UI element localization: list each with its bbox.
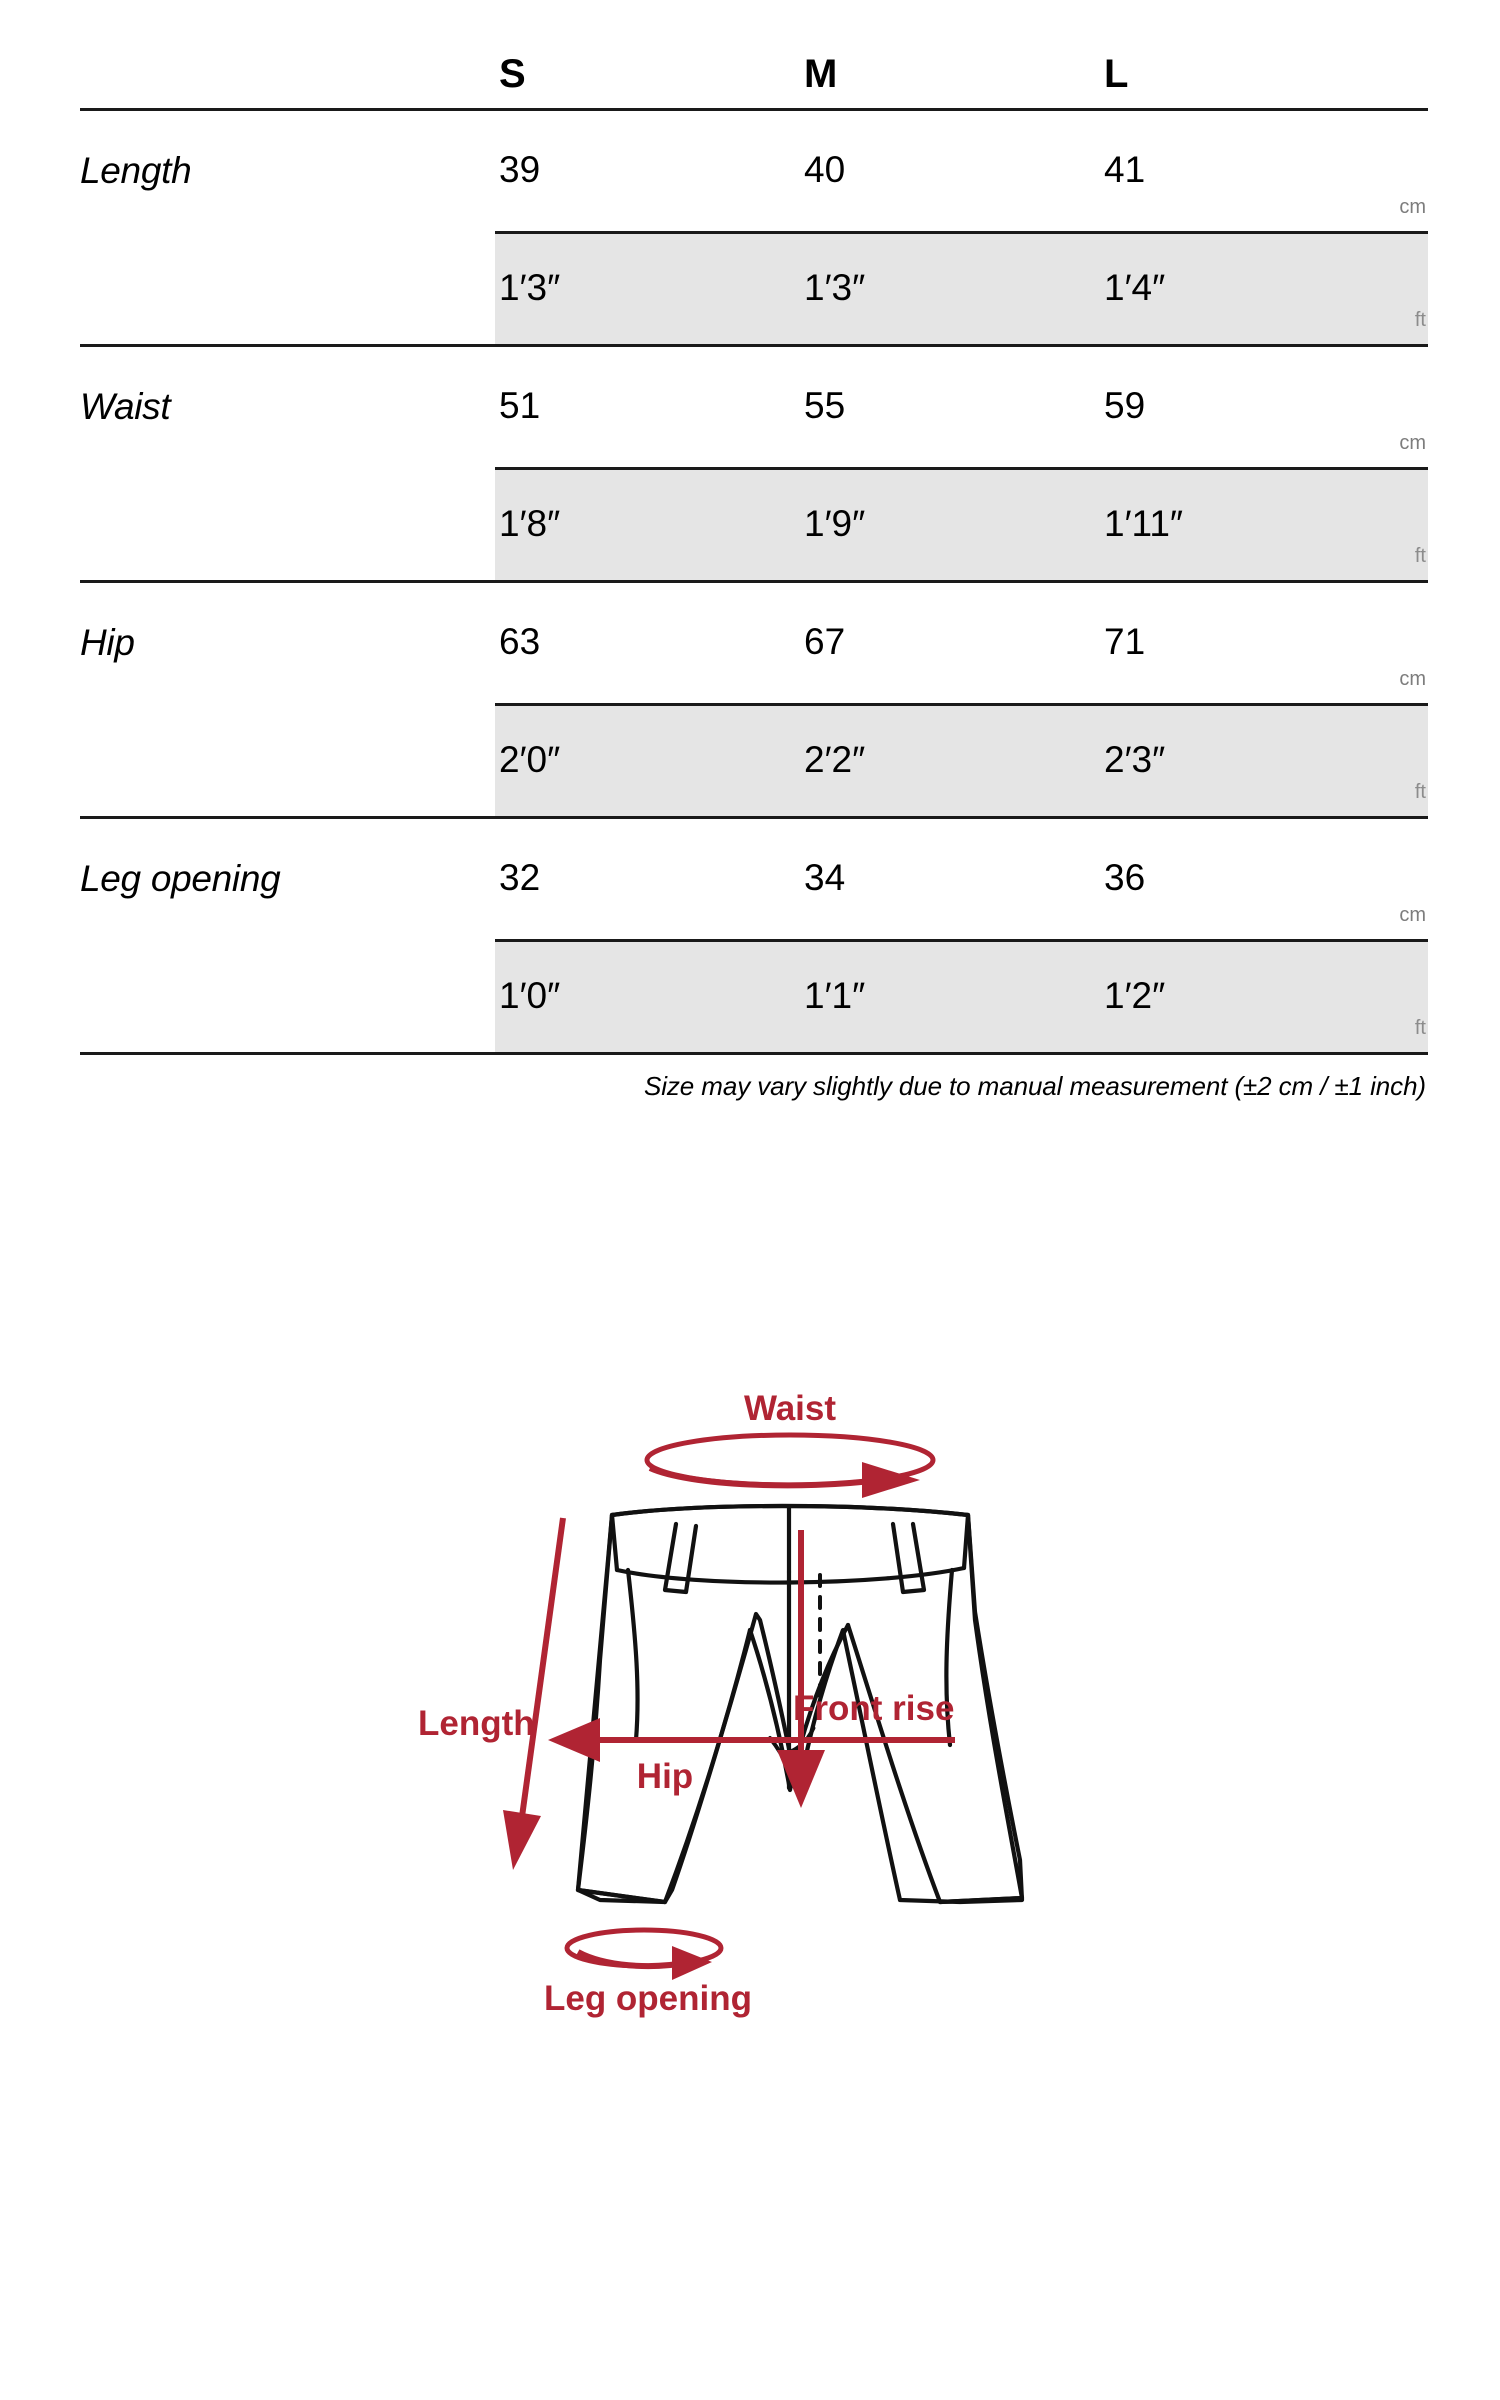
cell-hip-s-ft: 2′0″	[495, 705, 800, 818]
cell-hip-m-ft: 2′2″	[800, 705, 1100, 818]
unit-label-ft: ft	[1278, 705, 1428, 818]
length-arrow-icon	[503, 1518, 563, 1870]
row-label-spacer	[80, 941, 495, 1054]
cell-hip-l-cm: 71	[1100, 582, 1278, 705]
row-label-spacer	[80, 705, 495, 818]
row-label-leg-opening: Leg opening	[80, 818, 495, 941]
row-label-length: Length	[80, 110, 495, 233]
row-label-spacer	[80, 233, 495, 346]
shorts-measurement-diagram	[0, 1390, 1500, 2030]
row-label-spacer	[80, 469, 495, 582]
unit-label-cm: cm	[1278, 346, 1428, 469]
label-leg-opening: Leg opening	[543, 1979, 753, 2018]
cell-length-m-ft: 1′3″	[800, 233, 1100, 346]
leg-opening-arrow-icon	[567, 1930, 721, 1980]
unit-label-cm: cm	[1278, 110, 1428, 233]
cell-leg-opening-s-ft: 1′0″	[495, 941, 800, 1054]
cell-leg-opening-s-cm: 32	[495, 818, 800, 941]
unit-label-ft: ft	[1278, 233, 1428, 346]
unit-label-cm: cm	[1278, 818, 1428, 941]
cell-hip-m-cm: 67	[800, 582, 1100, 705]
cell-leg-opening-m-ft: 1′1″	[800, 941, 1100, 1054]
cell-hip-l-ft: 2′3″	[1100, 705, 1278, 818]
row-label-waist: Waist	[80, 346, 495, 469]
table-row	[80, 110, 1428, 233]
header-size-l: L	[1104, 51, 1129, 96]
table-row	[80, 818, 1428, 941]
cell-leg-opening-m-cm: 34	[800, 818, 1100, 941]
table-row	[80, 469, 1428, 582]
cell-waist-s-ft: 1′8″	[495, 469, 800, 582]
table-row	[80, 582, 1428, 705]
cell-waist-l-ft: 1′11″	[1100, 469, 1278, 582]
table-bottom-border	[80, 1054, 1428, 1056]
size-chart-table-container	[80, 40, 1428, 1102]
size-chart-table	[80, 40, 1428, 1055]
header-measurement-column	[80, 40, 495, 110]
table-row	[80, 705, 1428, 818]
cell-waist-m-cm: 55	[800, 346, 1100, 469]
cell-length-s-cm: 39	[495, 110, 800, 233]
waist-arrow-icon	[647, 1435, 933, 1498]
cell-waist-l-cm: 59	[1100, 346, 1278, 469]
label-hip: Hip	[636, 1757, 694, 1796]
label-waist: Waist	[743, 1390, 837, 1428]
cell-waist-m-ft: 1′9″	[800, 469, 1100, 582]
header-unit-column	[1278, 40, 1428, 110]
cell-length-m-cm: 40	[800, 110, 1100, 233]
cell-waist-s-cm: 51	[495, 346, 800, 469]
cell-leg-opening-l-cm: 36	[1100, 818, 1278, 941]
table-row	[80, 941, 1428, 1054]
cell-length-l-ft: 1′4″	[1100, 233, 1278, 346]
measurement-disclaimer: Size may vary slightly due to manual measurement (±2 cm / ±1 inch)	[643, 1071, 1426, 1101]
table-row	[80, 233, 1428, 346]
cell-length-l-cm: 41	[1100, 110, 1278, 233]
table-header-row	[80, 40, 1428, 110]
cell-length-s-ft: 1′3″	[495, 233, 800, 346]
front-rise-arrow-icon	[777, 1530, 825, 1808]
cell-leg-opening-l-ft: 1′2″	[1100, 941, 1278, 1054]
cell-hip-s-cm: 63	[495, 582, 800, 705]
header-size-m: M	[804, 51, 838, 96]
unit-label-cm: cm	[1278, 582, 1428, 705]
label-length: Length	[418, 1704, 535, 1743]
unit-label-ft: ft	[1278, 469, 1428, 582]
row-label-hip: Hip	[80, 582, 495, 705]
unit-label-ft: ft	[1278, 941, 1428, 1054]
header-size-s: S	[499, 51, 526, 96]
table-row	[80, 346, 1428, 469]
label-front-rise: Front rise	[793, 1689, 955, 1728]
